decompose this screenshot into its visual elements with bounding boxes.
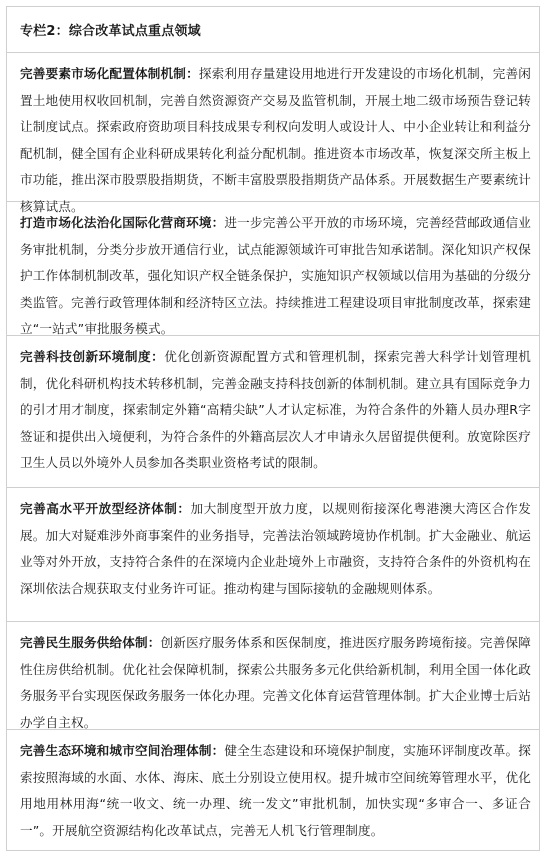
- box-title: 专栏2：综合改革试点重点领域: [7, 7, 539, 53]
- section-open-economy: [7, 488, 539, 622]
- section-heading: 完善生态环境和城市空间治理体制：: [20, 743, 225, 758]
- feature-box: [6, 6, 540, 851]
- section-body: 优化创新资源配置方式和管理机制，探索完善大科学计划管理机制，优化科研机构技术转移机制，完善金融支持科技创新的体制机制。建立具有国际竞争力的引才用才制度，探索制定外籍“高精尖缺”人才认定标准，为符合条件的外籍人员办理R字签证和提供出入境便利，为符合条件的外籍高层次人才申请永久居留提供便利。放宽除医疗卫生人员以外境外人员参加各类职业资格考试的限制。: [20, 349, 531, 471]
- section-paragraph: [20, 61, 531, 221]
- section-body: 探索利用存量建设用地进行开发建设的市场化机制，完善闲置土地使用权收回机制，完善自然资源资产交易及监管机制，开展土地二级市场预告登记转让制度试点。探索政府资助项目科技成果专利权向发明人或设计人、中小企业转让和利益分配机制，健全国有企业科研成果转化利益分配机制。推进资本市场改革，恢复深交所主板上市功能，推出深市股票股指期货，不断丰富股票股指期货产品体系。开展数据生产要素统计核算试点。: [20, 66, 531, 214]
- section-body: 进一步完善公平开放的市场环境，完善经营邮政通信业务审批机制，分类分步放开通信行业，试点能源领域许可审批告知承诺制。深化知识产权保护工作体制机制改革，强化知识产权全链条保护，实施知识产权领域以信用为基础的分级分类监管。完善行政管理体制和经济特区立法。持续推进工程建设项目审批制度改革，探索建立“一站式”审批服务模式。: [20, 215, 531, 337]
- section-heading: 完善科技创新环境制度：: [20, 349, 165, 364]
- section-paragraph: [20, 738, 531, 844]
- section-tech-innovation: [7, 336, 539, 488]
- section-paragraph: [20, 210, 531, 343]
- section-factor-market: [7, 53, 539, 214]
- section-ecology-urban: [7, 730, 539, 850]
- section-body: 创新医疗服务体系和医保制度，推进医疗服务跨境衔接。完善保障性住房供给机制。优化社会保障机制，探索公共服务多元化供给新机制，利用全国一体化政务服务平台实现医保政务服务一体化办理。完善文化体育运营管理体制。扩大企业博士后站办学自主权。: [20, 635, 531, 730]
- section-paragraph: [20, 630, 531, 736]
- section-business-environment: [7, 202, 539, 336]
- section-paragraph: [20, 344, 531, 477]
- section-heading: 打造市场化法治化国际化营商环境：: [20, 215, 225, 230]
- section-heading: 完善要素市场化配置体制机制：: [20, 66, 199, 81]
- section-heading: 完善民生服务供给体制：: [20, 635, 161, 650]
- section-heading: 完善高水平开放型经济体制：: [20, 501, 191, 516]
- section-body: 加大制度型开放力度，以规则衔接深化粤港澳大湾区合作发展。加大对疑难涉外商事案件的业务指导，完善法治领域跨境协作机制。扩大金融业、航运业等对外开放，支持符合条件的在深境内企业赴境外上市融资，支持符合条件的外资机构在深圳依法合规获取支付业务许可证。推动构建与国际接轨的金融规则体系。: [20, 501, 531, 596]
- section-paragraph: [20, 496, 531, 602]
- section-livelihood-services: [7, 622, 539, 730]
- section-body: 健全生态建设和环境保护制度，实施环评制度改革。探索按照海域的水面、水体、海床、底土分别设立使用权。提升城市空间统筹管理水平，优化用地用林用海“统一收文、统一办理、统一发文”审批机制，加快实现“多审合一、多证合一”。开展航空资源结构化改革试点，完善无人机飞行管理制度。: [20, 743, 531, 838]
